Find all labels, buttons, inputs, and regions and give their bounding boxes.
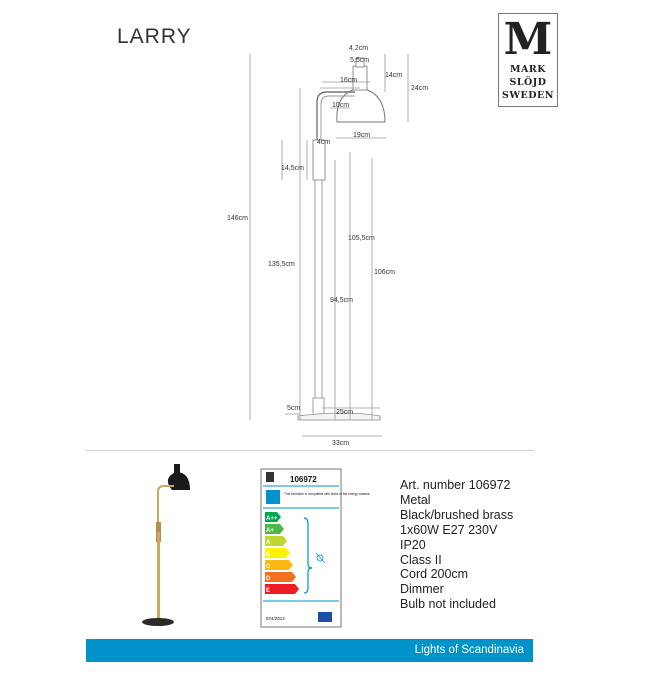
dim-16: 16cm bbox=[340, 77, 358, 84]
logo-line-3: SWEDEN bbox=[502, 90, 554, 101]
energy-class-label: B bbox=[266, 552, 271, 558]
dim-33: 33cm bbox=[332, 440, 350, 447]
spec-list bbox=[400, 478, 513, 612]
dim-5-5: 5,5cm bbox=[350, 57, 370, 64]
dim-94-5: 94,5cm bbox=[330, 297, 353, 304]
energy-label bbox=[260, 468, 371, 628]
spec-article-number: Art. number 106972 bbox=[400, 478, 511, 492]
spec-bulb-note: Bulb not included bbox=[400, 597, 496, 612]
energy-article: 106972 bbox=[290, 475, 317, 484]
energy-class-label: A++ bbox=[266, 516, 278, 522]
dim-10: 10cm bbox=[332, 102, 350, 109]
dim-14-5: 14,5cm bbox=[281, 165, 304, 172]
spec-ip-rating: IP20 bbox=[400, 537, 426, 552]
dim-14: 14cm bbox=[385, 72, 403, 79]
dim-19: 19cm bbox=[353, 132, 371, 139]
product-title: LARRY bbox=[117, 25, 192, 48]
footer-bar bbox=[86, 639, 533, 662]
energy-class-label: C bbox=[266, 564, 271, 570]
energy-notice: This luminaire is compatible with bulbs of the energy classes: bbox=[284, 492, 371, 496]
spec-material: Metal bbox=[400, 492, 431, 507]
dim-135-5: 135,5cm bbox=[268, 261, 295, 268]
section-divider bbox=[86, 450, 534, 451]
spec-dimmer: Dimmer bbox=[400, 582, 444, 597]
dim-24: 24cm bbox=[411, 85, 429, 92]
spec-cord: Cord 200cm bbox=[400, 567, 469, 582]
dim-5: 5cm bbox=[287, 405, 301, 412]
spec-class: Class II bbox=[400, 552, 442, 567]
logo-line-2: SLÖJD bbox=[509, 77, 547, 88]
energy-regulation: 874/2012 bbox=[266, 616, 285, 621]
product-thumbnail bbox=[140, 462, 200, 632]
energy-class-label: E bbox=[266, 588, 271, 594]
logo-line-1: MARK bbox=[509, 64, 547, 75]
energy-class-bar bbox=[265, 584, 299, 594]
dim-4: 4cm bbox=[317, 139, 331, 146]
dim-106: 106cm bbox=[374, 269, 396, 276]
footer-text: Lights of Scandinavia bbox=[414, 644, 524, 656]
spec-finish: Black/brushed brass bbox=[400, 507, 514, 522]
energy-class-label: A+ bbox=[266, 528, 274, 534]
energy-class-label: D bbox=[266, 576, 271, 582]
energy-class-label: A bbox=[266, 540, 271, 546]
dim-105-5: 105,5cm bbox=[348, 235, 375, 242]
spec-bulb: 1x60W E27 230V bbox=[400, 522, 498, 537]
dim-25: 25cm bbox=[336, 409, 354, 416]
dim-4-2: 4,2cm bbox=[349, 45, 369, 52]
dim-146: 146cm bbox=[227, 215, 249, 222]
logo-letter: M bbox=[503, 14, 553, 65]
